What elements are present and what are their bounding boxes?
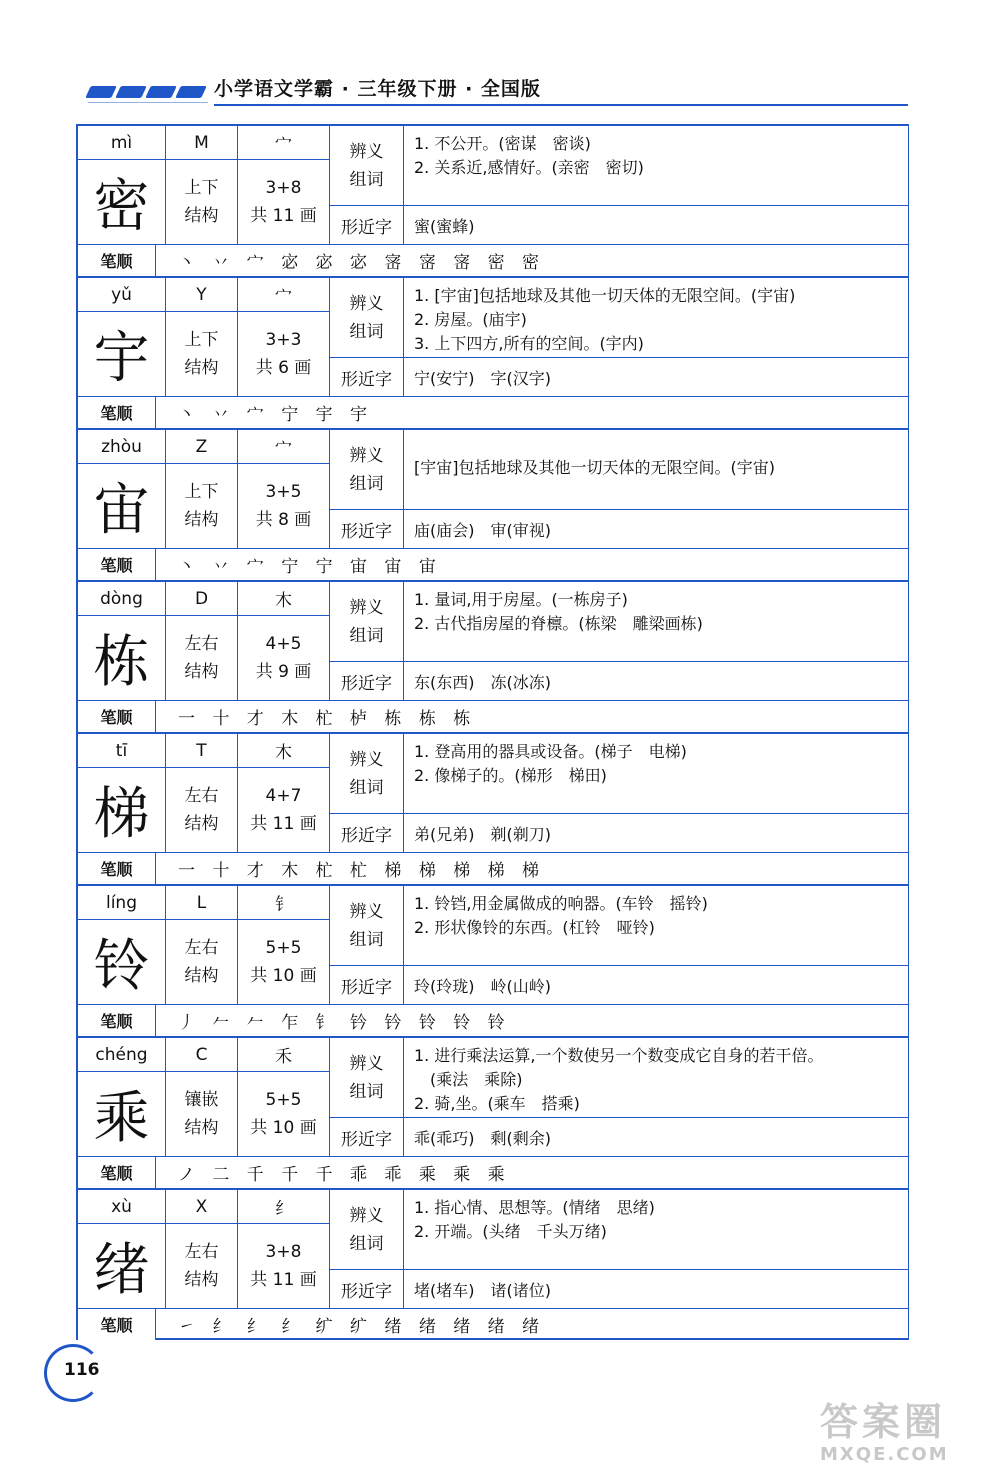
character-table [76,124,909,1340]
character-entry [78,732,908,884]
stroke-order: 一 十 才 木 杧 杧 梯 梯 梯 梯 梯 [156,852,908,884]
similar-characters: 蜜(蜜蜂) [414,216,475,236]
meaning-line: [宇宙]包括地球及其他一切天体的无限空间。(宇宙) [414,458,775,477]
structure-type: 左右 [184,786,219,806]
stroke-formula: 5+5 [265,938,302,958]
similar-characters: 东(东西) 冻(冰冻) [414,672,551,692]
meaning-line: 1. 指心情、思想等。(情绪 思绪) [414,1198,655,1217]
radical: 禾 [238,1038,330,1072]
meaning-line: 2. 古代指房屋的脊檩。(栋梁 雕梁画栋) [414,614,703,633]
bianyi-label: 辨义 [349,1205,384,1226]
stroke-formula: 4+5 [265,634,302,654]
structure [166,1224,238,1308]
stroke-count [238,616,330,700]
radical: 宀 [238,126,330,160]
character: 铃 [78,920,166,1004]
radical: 木 [238,582,330,616]
stroke-order: ㇀ 纟 纟 纟 纩 纩 绪 绪 绪 绪 绪 [156,1308,908,1340]
initial-letter: L [166,886,238,920]
structure-type: 左右 [184,938,219,958]
page-number: 116 [64,1360,100,1380]
watermark-logo-text: 答案圈 [820,1400,947,1444]
stroke-total: 共 11 画 [250,1270,317,1290]
meaning-label [330,886,404,966]
stroke-count [238,768,330,852]
character-entry [78,428,908,580]
stroke-total: 共 8 画 [255,510,312,530]
stroke-count [238,920,330,1004]
stroke-count [238,312,330,396]
character-entry [78,276,908,428]
meanings [404,126,908,206]
pinyin: chéng [78,1038,166,1072]
pinyin: dòng [78,582,166,616]
stroke-order: 丿 𠂉 𠂉 乍 钅 钤 钤 铃 铃 铃 [156,1004,908,1036]
initial-letter: M [166,126,238,160]
meanings [404,278,908,358]
meaning-label [330,1038,404,1118]
structure-type: 左右 [184,634,219,654]
meaning-line: 2. 关系近,感情好。(亲密 密切) [414,158,644,177]
structure-label: 结构 [184,1270,219,1290]
meaning-line: 1. 不公开。(密谋 密谈) [414,134,591,153]
header-decoration [88,86,204,98]
meaning-label [330,278,404,358]
page-header [88,72,908,112]
structure-type: 上下 [184,330,219,350]
radical: 宀 [238,430,330,464]
pinyin: líng [78,886,166,920]
character: 梯 [78,768,166,852]
structure-label: 结构 [184,358,219,378]
similar-label: 形近字 [330,1118,404,1156]
zuci-label: 组词 [349,625,384,646]
pinyin: mì [78,126,166,160]
character-entry [78,580,908,732]
similar-label: 形近字 [330,662,404,700]
stroke-formula: 3+5 [265,482,302,502]
similar-characters: 宁(安宁) 字(汉字) [414,368,551,388]
meaning-label [330,734,404,814]
stroke-order-label: 笔顺 [78,548,156,580]
stroke-order: 一 十 才 木 杧 栌 栋 栋 栋 [156,700,908,732]
stroke-order-label: 笔顺 [78,1156,156,1188]
meaning-line: 1. 铃铛,用金属做成的响器。(车铃 摇铃) [414,894,708,913]
similar-characters: 堵(堵车) 诸(诸位) [414,1280,551,1300]
structure [166,616,238,700]
stroke-order-label: 笔顺 [78,1308,156,1340]
radical: 钅 [238,886,330,920]
character: 绪 [78,1224,166,1308]
similar-characters: 乖(乖巧) 剩(剩余) [414,1128,551,1148]
meaning-line: 2. 房屋。(庙宇) [414,310,527,329]
pinyin: tī [78,734,166,768]
stroke-order-label: 笔顺 [78,244,156,276]
meaning-line: 2. 开端。(头绪 千头万绪) [414,1222,607,1241]
stroke-count [238,464,330,548]
structure [166,160,238,244]
radical: 宀 [238,278,330,312]
bianyi-label: 辨义 [349,749,384,770]
stroke-count [238,1224,330,1308]
stroke-order: 丶 丷 宀 宓 宓 宓 宻 宻 宻 密 密 [156,244,908,276]
stroke-order-label: 笔顺 [78,700,156,732]
structure-type: 上下 [184,482,219,502]
stroke-order: 丶 丷 宀 宁 宇 宇 [156,396,908,428]
meanings [404,582,908,662]
character-entry [78,884,908,1036]
radical: 纟 [238,1190,330,1224]
stroke-order-label: 笔顺 [78,1004,156,1036]
structure [166,312,238,396]
structure-label: 结构 [184,814,219,834]
stroke-formula: 3+8 [265,1242,302,1262]
stroke-total: 共 9 画 [255,662,312,682]
similar-label: 形近字 [330,358,404,396]
stroke-formula: 4+7 [265,786,302,806]
similar-label: 形近字 [330,510,404,548]
initial-letter: D [166,582,238,616]
header-rule-thin [88,102,208,103]
stroke-total: 共 11 画 [250,814,317,834]
structure-label: 结构 [184,206,219,226]
stroke-count [238,160,330,244]
structure-type: 左右 [184,1242,219,1262]
stroke-formula: 5+5 [265,1090,302,1110]
meaning-label [330,430,404,510]
similar-label: 形近字 [330,206,404,244]
stroke-order-label: 笔顺 [78,852,156,884]
zuci-label: 组词 [349,929,384,950]
meanings [404,430,908,510]
structure-label: 结构 [184,662,219,682]
initial-letter: Z [166,430,238,464]
zuci-label: 组词 [349,473,384,494]
zuci-label: 组词 [349,1233,384,1254]
bianyi-label: 辨义 [349,445,384,466]
structure [166,920,238,1004]
meaning-line: 1. 登高用的器具或设备。(梯子 电梯) [414,742,687,761]
meanings [404,734,908,814]
similar-label: 形近字 [330,1270,404,1308]
similar-characters: 玲(玲珑) 岭(山岭) [414,976,551,996]
structure-type: 上下 [184,178,219,198]
meanings [404,886,908,966]
stroke-total: 共 11 画 [250,206,317,226]
meaning-label [330,126,404,206]
stroke-count [238,1072,330,1156]
stroke-order: ノ 二 千 千 千 乖 乖 乘 乘 乘 [156,1156,908,1188]
meaning-line: 2. 像梯子的。(梯形 梯田) [414,766,607,785]
character-entry [78,1188,908,1340]
structure [166,768,238,852]
structure-label: 结构 [184,1118,219,1138]
structure [166,464,238,548]
meanings [404,1038,908,1118]
structure [166,1072,238,1156]
meanings [404,1190,908,1270]
bianyi-label: 辨义 [349,901,384,922]
initial-letter: C [166,1038,238,1072]
watermark [820,1400,980,1470]
watermark-url: MXQE.COM [820,1444,949,1465]
radical: 木 [238,734,330,768]
structure-label: 结构 [184,510,219,530]
character: 宙 [78,464,166,548]
meaning-label [330,582,404,662]
character-entry [78,124,908,276]
character: 栋 [78,616,166,700]
meaning-label [330,1190,404,1270]
meaning-line: 2. 形状像铃的东西。(杠铃 哑铃) [414,918,655,937]
pinyin: xù [78,1190,166,1224]
meaning-line: (乘法 乘除) [414,1070,523,1089]
page-number-badge [40,1340,120,1400]
bianyi-label: 辨义 [349,1053,384,1074]
pinyin: zhòu [78,430,166,464]
structure-label: 结构 [184,966,219,986]
character: 宇 [78,312,166,396]
zuci-label: 组词 [349,169,384,190]
similar-characters: 弟(兄弟) 剃(剃刀) [414,824,551,844]
structure-type: 镶嵌 [184,1090,219,1110]
stroke-total: 共 10 画 [250,966,317,986]
zuci-label: 组词 [349,321,384,342]
zuci-label: 组词 [349,1081,384,1102]
bianyi-label: 辨义 [349,141,384,162]
book-title: 小学语文学霸 · 三年级下册 · 全国版 [214,78,541,100]
meaning-line: 1. 进行乘法运算,一个数使另一个数变成它自身的若干倍。 [414,1046,824,1065]
initial-letter: Y [166,278,238,312]
meaning-line: 3. 上下四方,所有的空间。(宇内) [414,334,644,353]
similar-label: 形近字 [330,966,404,1004]
character-entry [78,1036,908,1188]
meaning-line: 2. 骑,坐。(乘车 搭乘) [414,1094,580,1113]
pinyin: yǔ [78,278,166,312]
stroke-total: 共 6 画 [255,358,312,378]
initial-letter: T [166,734,238,768]
similar-label: 形近字 [330,814,404,852]
initial-letter: X [166,1190,238,1224]
character: 密 [78,160,166,244]
header-rule [214,104,908,106]
zuci-label: 组词 [349,777,384,798]
character: 乘 [78,1072,166,1156]
stroke-order: 丶 丷 宀 宁 宁 宙 宙 宙 [156,548,908,580]
stroke-formula: 3+3 [265,330,302,350]
bianyi-label: 辨义 [349,293,384,314]
stroke-order-label: 笔顺 [78,396,156,428]
meaning-line: 1. [宇宙]包括地球及其他一切天体的无限空间。(宇宙) [414,286,796,305]
stroke-total: 共 10 画 [250,1118,317,1138]
similar-characters: 庙(庙会) 审(审视) [414,520,551,540]
bianyi-label: 辨义 [349,597,384,618]
stroke-formula: 3+8 [265,178,302,198]
meaning-line: 1. 量词,用于房屋。(一栋房子) [414,590,628,609]
